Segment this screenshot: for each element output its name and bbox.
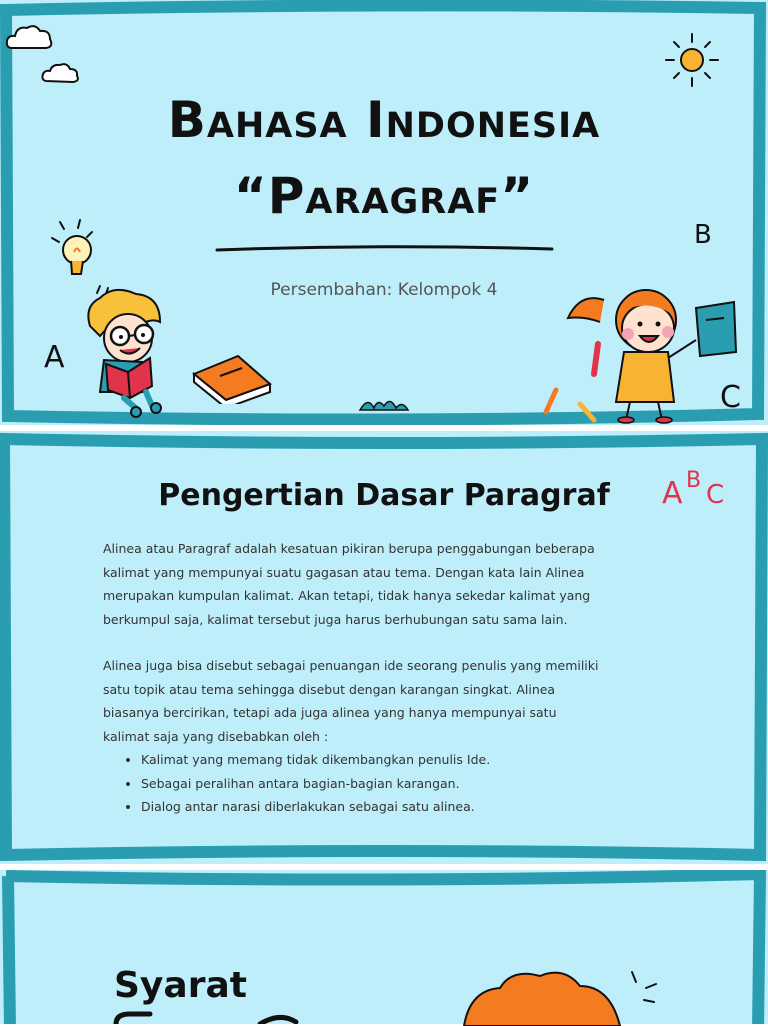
list-item: • Kalimat yang memang tidak dikembangkan penulis Ide. (141, 748, 603, 772)
hair-illustration (460, 966, 630, 1026)
section-heading: Syarat (114, 965, 247, 1006)
title-underline (214, 242, 556, 256)
boy-reading-illustration (80, 282, 190, 420)
sparkle-icon (626, 968, 660, 1008)
abc-letter-c: C (706, 480, 725, 510)
abc-letter-b: B (686, 468, 702, 493)
abc-decoration (660, 468, 740, 514)
heading-continuation (110, 1010, 310, 1024)
section-heading: Pengertian Dasar Paragraf (158, 478, 610, 513)
title-line-1: Bahasa Indonesia (167, 91, 601, 149)
subtitle: Persembahan: Kelompok 4 (270, 280, 498, 300)
books-illustration (190, 352, 274, 404)
abc-letter-a: A (662, 476, 683, 511)
grass-icon (356, 394, 412, 414)
title-slide (0, 0, 768, 425)
paragraph-1: Alinea atau Paragraf adalah kesatuan pikiran berupa penggabungan beberapa kalimat yang mempunyai suatu gagasan atau tema. Dengan kata lain Alinea merupakan kumpulan kalimat. Akan tetapi, tidak hanya sekedar kalimat yang berkumpul saja, kalimat tersebut juga harus berhubungan satu sama lain. (103, 541, 595, 627)
pencils-icon (540, 384, 602, 426)
cloud-icon (4, 22, 56, 54)
definition-body (103, 537, 603, 819)
list-item: • Dialog antar narasi diberlakukan sebagai satu alinea. (141, 795, 603, 819)
letter-b: B (694, 220, 712, 250)
bullet-list (103, 748, 603, 819)
presentation-title (0, 82, 768, 234)
letter-a: A (44, 340, 65, 375)
paragraph-2: Alinea juga bisa disebut sebagai penuangan ide seorang penulis yang memiliki satu topik atau tema sehingga disebut dengan karangan singkat. Alinea biasanya bercirikan, tetapi ada juga alinea yang hanya mempunyai satu kalimat saja yang disebabkan oleh : (103, 658, 599, 744)
list-item: • Sebagai peralihan antara bagian-bagian karangan. (141, 772, 603, 796)
lightbulb-icon (48, 218, 100, 280)
title-line-2: “Paragraf” (233, 167, 535, 225)
letter-c: C (720, 380, 741, 415)
